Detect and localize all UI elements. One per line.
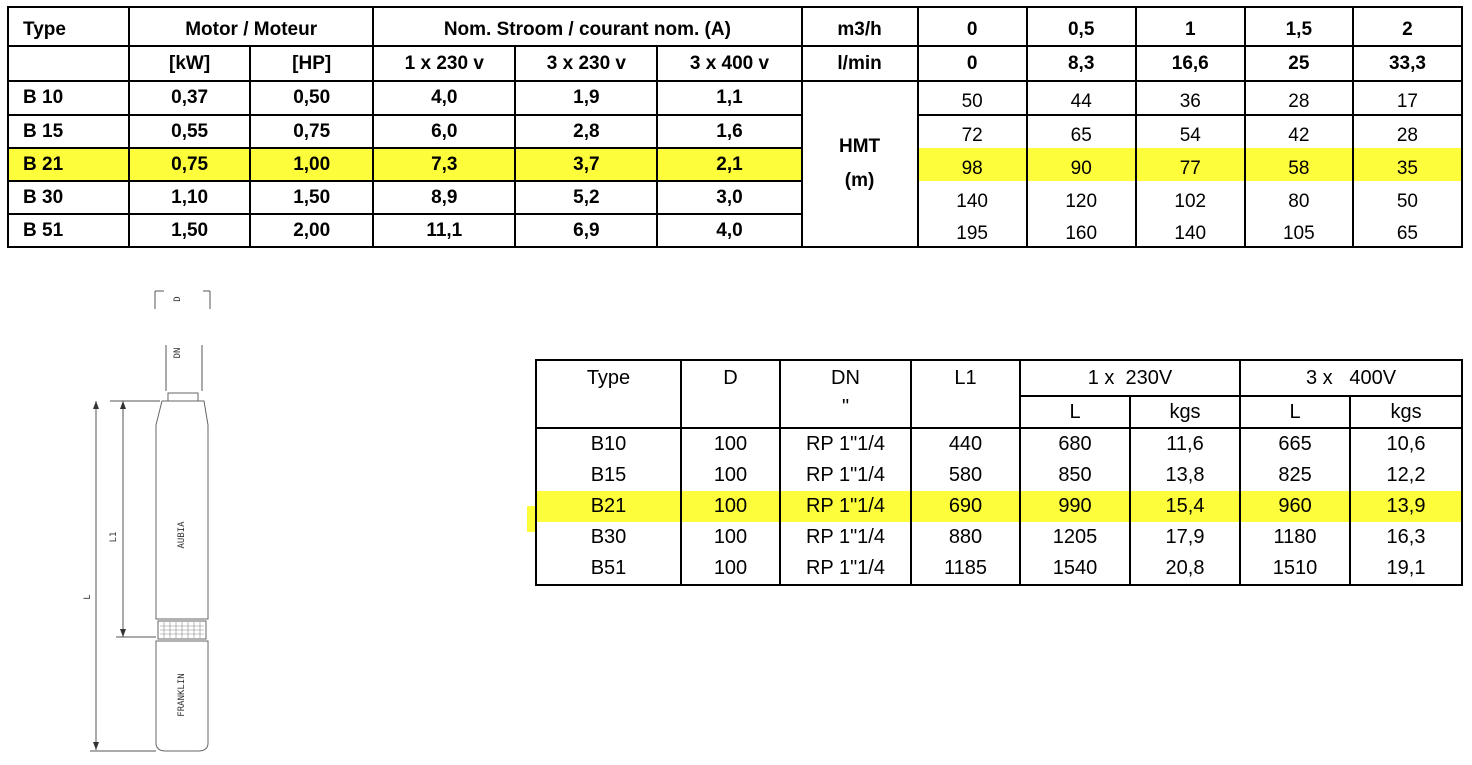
header-flow-lmin: l/min <box>802 46 918 81</box>
dims-l1: 880 <box>911 522 1020 553</box>
row-hmt-value: 35 <box>1353 148 1462 181</box>
dims-d: 100 <box>681 428 780 460</box>
dims-kgs-1x230: 20,8 <box>1130 553 1240 585</box>
row-hmt-value: 50 <box>918 81 1027 115</box>
dims-l-1x230: 1205 <box>1020 522 1130 553</box>
header-hp: [HP] <box>250 46 373 81</box>
dims-header-dn-label: DN <box>831 367 860 389</box>
dims-dn: RP 1"1/4 <box>780 491 911 522</box>
dims-type: B15 <box>536 460 681 491</box>
dims-l1: 690 <box>911 491 1020 522</box>
row-current-3x230: 2,8 <box>515 115 657 148</box>
dims-d: 100 <box>681 460 780 491</box>
row-hmt-value: 28 <box>1245 81 1353 115</box>
row-hp: 1,50 <box>250 181 373 214</box>
row-hmt-value: 140 <box>918 181 1027 214</box>
row-hmt-value: 140 <box>1136 214 1245 247</box>
table-row <box>536 460 1462 491</box>
dims-dn: RP 1"1/4 <box>780 460 911 491</box>
dims-header-l: L <box>1240 396 1350 428</box>
row-hmt-value: 72 <box>918 115 1027 148</box>
row-hmt-value: 17 <box>1353 81 1462 115</box>
row-kw: 0,55 <box>129 115 250 148</box>
header-kw: [kW] <box>129 46 250 81</box>
dims-kgs-1x230: 17,9 <box>1130 522 1240 553</box>
table-row <box>8 181 1462 214</box>
hmt-unit: (m) <box>844 170 875 191</box>
row-hmt-value: 98 <box>918 148 1027 181</box>
table-row <box>536 553 1462 585</box>
row-hmt-value: 36 <box>1136 81 1245 115</box>
header-current: Nom. Stroom / courant nom. (A) <box>373 7 801 46</box>
row-hmt-value: 28 <box>1353 115 1462 148</box>
row-hp: 0,75 <box>250 115 373 148</box>
table-row <box>8 214 1462 247</box>
row-hp: 0,50 <box>250 81 373 115</box>
table-row <box>536 428 1462 460</box>
header-motor: Motor / Moteur <box>129 7 373 46</box>
header-flow-lmin-value: 8,3 <box>1027 46 1136 81</box>
dimension-arrows <box>93 401 126 750</box>
row-hmt-value: 65 <box>1353 214 1462 247</box>
table-row <box>8 81 1462 115</box>
hmt-title: HMT <box>839 136 881 157</box>
header-flow-lmin-value: 0 <box>918 46 1027 81</box>
label-dn: DN <box>173 347 183 359</box>
header-flow-m3h-value: 0 <box>918 7 1027 46</box>
table-row <box>8 115 1462 148</box>
dims-header-3x400v: 3 x 400V <box>1240 360 1462 396</box>
performance-table <box>7 6 1463 248</box>
row-current-3x400: 3,0 <box>657 181 801 214</box>
dimensions-table <box>535 359 1463 586</box>
row-current-1x230: 4,0 <box>373 81 515 115</box>
dims-d: 100 <box>681 522 780 553</box>
dims-l-3x400: 665 <box>1240 428 1350 460</box>
header-flow-lmin-value: 16,6 <box>1136 46 1245 81</box>
row-hmt-value: 105 <box>1245 214 1353 247</box>
dims-kgs-3x400: 16,3 <box>1350 522 1462 553</box>
header-3x400: 3 x 400 v <box>657 46 801 81</box>
row-type: B 15 <box>8 115 129 148</box>
row-type: B 30 <box>8 181 129 214</box>
dims-dn: RP 1"1/4 <box>780 428 911 460</box>
label-d: D <box>173 296 183 302</box>
dims-l-3x400: 1510 <box>1240 553 1350 585</box>
row-hmt-value: 80 <box>1245 181 1353 214</box>
dims-kgs-3x400: 10,6 <box>1350 428 1462 460</box>
dims-header-l1: L1 <box>911 360 1020 428</box>
row-type: B 10 <box>8 81 129 115</box>
dims-header-kgs: kgs <box>1130 396 1240 428</box>
row-hmt-value: 50 <box>1353 181 1462 214</box>
row-type: B 21 <box>8 148 129 181</box>
dims-header-1x230v: 1 x 230V <box>1020 360 1240 396</box>
table-row <box>536 522 1462 553</box>
dims-l1: 580 <box>911 460 1020 491</box>
dims-d: 100 <box>681 491 780 522</box>
row-hmt-value: 42 <box>1245 115 1353 148</box>
header-flow-m3h-value: 0,5 <box>1027 7 1136 46</box>
row-hmt-value: 195 <box>918 214 1027 247</box>
dims-l-1x230: 990 <box>1020 491 1130 522</box>
row-kw: 1,10 <box>129 181 250 214</box>
brand-upper: AUBIA <box>177 521 187 549</box>
dims-type: B10 <box>536 428 681 460</box>
dims-l-1x230: 850 <box>1020 460 1130 491</box>
dims-l-3x400: 825 <box>1240 460 1350 491</box>
dims-l-1x230: 1540 <box>1020 553 1130 585</box>
table-row-highlighted <box>8 148 1462 181</box>
row-current-3x400: 1,6 <box>657 115 801 148</box>
row-current-1x230: 8,9 <box>373 181 515 214</box>
row-hmt-value: 77 <box>1136 148 1245 181</box>
header-type-blank <box>8 46 129 81</box>
row-type: B 51 <box>8 214 129 247</box>
label-l1: L1 <box>109 531 119 543</box>
row-current-3x230: 6,9 <box>515 214 657 247</box>
row-current-3x230: 1,9 <box>515 81 657 115</box>
header-flow-m3h: m3/h <box>802 7 918 46</box>
row-hp: 1,00 <box>250 148 373 181</box>
row-current-1x230: 11,1 <box>373 214 515 247</box>
row-hp: 2,00 <box>250 214 373 247</box>
dims-header-dn-unit: " <box>841 396 850 418</box>
row-hmt-value: 54 <box>1136 115 1245 148</box>
row-hmt-value: 90 <box>1027 148 1136 181</box>
dims-header-d: D <box>681 360 780 428</box>
dims-l1: 1185 <box>911 553 1020 585</box>
dims-l1: 440 <box>911 428 1020 460</box>
header-flow-m3h-value: 1,5 <box>1245 7 1353 46</box>
header-flow-m3h-value: 2 <box>1353 7 1462 46</box>
row-current-3x400: 1,1 <box>657 81 801 115</box>
dims-kgs-3x400: 13,9 <box>1350 491 1462 522</box>
label-l: L <box>83 594 93 600</box>
dims-l-1x230: 680 <box>1020 428 1130 460</box>
hmt-label <box>802 81 918 247</box>
dims-dn: RP 1"1/4 <box>780 522 911 553</box>
dims-kgs-1x230: 15,4 <box>1130 491 1240 522</box>
row-kw: 0,75 <box>129 148 250 181</box>
pump-dimension-drawing <box>80 285 220 763</box>
dims-kgs-1x230: 11,6 <box>1130 428 1240 460</box>
dims-d: 100 <box>681 553 780 585</box>
row-kw: 1,50 <box>129 214 250 247</box>
row-current-3x230: 3,7 <box>515 148 657 181</box>
row-hmt-value: 58 <box>1245 148 1353 181</box>
dims-type: B21 <box>536 491 681 522</box>
header-3x230: 3 x 230 v <box>515 46 657 81</box>
brand-lower: FRANKLIN <box>177 673 187 717</box>
dims-header-type: Type <box>536 360 681 428</box>
row-current-3x230: 5,2 <box>515 181 657 214</box>
dims-l-3x400: 960 <box>1240 491 1350 522</box>
header-flow-lmin-value: 25 <box>1245 46 1353 81</box>
dims-type: B30 <box>536 522 681 553</box>
header-flow-m3h-value: 1 <box>1136 7 1245 46</box>
row-hmt-value: 44 <box>1027 81 1136 115</box>
row-kw: 0,37 <box>129 81 250 115</box>
table-row-highlighted <box>536 491 1462 522</box>
dims-kgs-1x230: 13,8 <box>1130 460 1240 491</box>
row-current-1x230: 6,0 <box>373 115 515 148</box>
row-hmt-value: 160 <box>1027 214 1136 247</box>
row-current-1x230: 7,3 <box>373 148 515 181</box>
dims-kgs-3x400: 12,2 <box>1350 460 1462 491</box>
dims-header-l: L <box>1020 396 1130 428</box>
dims-kgs-3x400: 19,1 <box>1350 553 1462 585</box>
row-hmt-value: 102 <box>1136 181 1245 214</box>
dims-dn: RP 1"1/4 <box>780 553 911 585</box>
dims-header-dn <box>780 360 911 428</box>
row-hmt-value: 120 <box>1027 181 1136 214</box>
row-hmt-value: 65 <box>1027 115 1136 148</box>
dims-l-3x400: 1180 <box>1240 522 1350 553</box>
header-flow-lmin-value: 33,3 <box>1353 46 1462 81</box>
header-type: Type <box>8 7 129 46</box>
dims-type: B51 <box>536 553 681 585</box>
header-1x230: 1 x 230 v <box>373 46 515 81</box>
row-current-3x400: 2,1 <box>657 148 801 181</box>
dims-header-kgs: kgs <box>1350 396 1462 428</box>
row-current-3x400: 4,0 <box>657 214 801 247</box>
